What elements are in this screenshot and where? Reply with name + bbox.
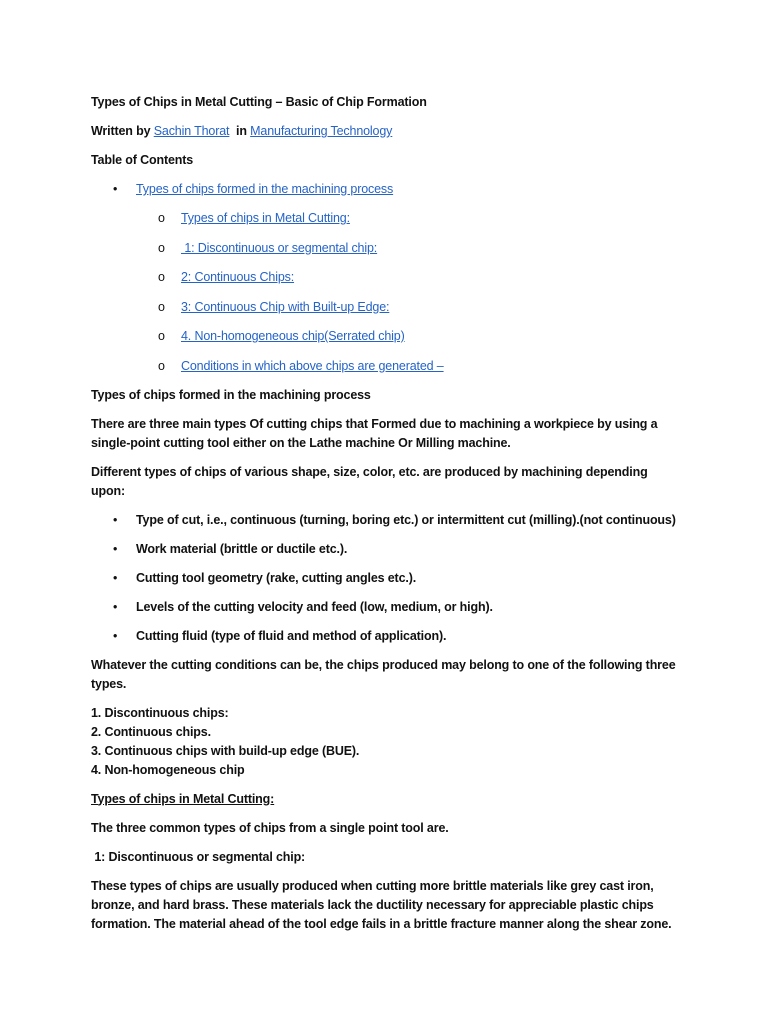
toc-link-discontinuous[interactable]: 1: Discontinuous or segmental chip: <box>181 240 378 255</box>
toc-link-chips-formed[interactable]: Types of chips formed in the machining process <box>136 182 394 196</box>
toc-link-built-up-edge[interactable]: 3: Continuous Chip with Built-up Edge: <box>181 299 390 314</box>
bullet-icon: • <box>113 628 118 643</box>
paragraph: There are three main types Of cutting chips that Formed due to machining a workpiece by using a single-point cutting tool either on the Lathe machine Or Milling machine. <box>91 416 658 450</box>
sub-bullet-icon: o <box>158 329 165 343</box>
toc-subitem <box>136 209 681 228</box>
document-content <box>91 93 681 944</box>
toc-subitem <box>136 298 681 317</box>
byline <box>91 122 681 141</box>
factors-list <box>91 511 681 646</box>
sub-bullet-icon: o <box>158 270 165 284</box>
toc-sublist <box>136 209 681 376</box>
toc-link-continuous[interactable]: 2: Continuous Chips: <box>181 270 295 284</box>
numbered-item: 3. Continuous chips with build-up edge (BUE). <box>91 743 360 758</box>
list-item-text: Type of cut, i.e., continuous (turning, boring etc.) or intermittent cut (milling).(not continuous) <box>136 512 676 527</box>
bullet-icon: • <box>113 512 118 527</box>
numbered-item: 1. Discontinuous chips: <box>91 705 229 720</box>
bullet-icon: • <box>113 599 118 614</box>
list-item <box>91 511 681 530</box>
toc-subitem <box>136 327 681 346</box>
byline-middle: in <box>229 124 251 138</box>
toc-link-types-metal-cutting[interactable]: Types of chips in Metal Cutting: <box>181 211 350 225</box>
bullet-icon: • <box>113 570 118 585</box>
sub-bullet-icon: o <box>158 299 165 314</box>
list-item-text: Cutting tool geometry (rake, cutting angles etc.). <box>136 570 417 585</box>
article-title: Types of Chips in Metal Cutting – Basic of Chip Formation <box>91 95 427 109</box>
list-item <box>91 598 681 617</box>
paragraph: Whatever the cutting conditions can be, the chips produced may belong to one of the following three types. <box>91 657 676 691</box>
toc-subitem <box>136 268 681 287</box>
byline-prefix: Written by <box>91 124 154 138</box>
chip-types-list <box>91 704 681 780</box>
section-heading-underlined: Types of chips in Metal Cutting: <box>91 791 275 806</box>
category-link[interactable]: Manufacturing Technology <box>250 124 393 138</box>
section-heading: Types of chips formed in the machining process <box>91 387 371 402</box>
toc-item <box>91 180 681 376</box>
toc-heading: Table of Contents <box>91 153 194 167</box>
list-item <box>91 627 681 646</box>
toc-link-conditions[interactable]: Conditions in which above chips are generated – <box>181 358 444 373</box>
list-item-text: Work material (brittle or ductile etc.). <box>136 541 348 556</box>
bullet-icon: • <box>113 182 118 196</box>
paragraph: Different types of chips of various shape, size, color, etc. are produced by machining depending upon: <box>91 464 648 498</box>
author-link[interactable]: Sachin Thorat <box>153 124 230 138</box>
sub-bullet-icon: o <box>158 211 165 225</box>
table-of-contents <box>91 180 681 376</box>
list-item-text: Cutting fluid (type of fluid and method of application). <box>136 628 447 643</box>
numbered-item: 2. Continuous chips. <box>91 724 211 739</box>
sub-bullet-icon: o <box>158 358 165 373</box>
list-item <box>91 540 681 559</box>
sub-bullet-icon: o <box>158 240 165 255</box>
subsection-heading: 1: Discontinuous or segmental chip: <box>91 849 306 864</box>
list-item <box>91 569 681 588</box>
paragraph: The three common types of chips from a single point tool are. <box>91 820 449 835</box>
toc-subitem <box>136 357 681 376</box>
toc-link-non-homogeneous[interactable]: 4. Non-homogeneous chip(Serrated chip) <box>181 329 405 343</box>
bullet-icon: • <box>113 541 118 556</box>
numbered-item: 4. Non-homogeneous chip <box>91 762 245 777</box>
paragraph: These types of chips are usually produced when cutting more brittle materials like grey cast iron, bronze, and hard brass. These materials lack the ductility necessary for appreciable plastic chips formation. The material ahead of the tool edge fails in a brittle fracture manner along the shear zone. <box>91 878 672 931</box>
toc-subitem <box>136 239 681 258</box>
list-item-text: Levels of the cutting velocity and feed (low, medium, or high). <box>136 599 493 614</box>
